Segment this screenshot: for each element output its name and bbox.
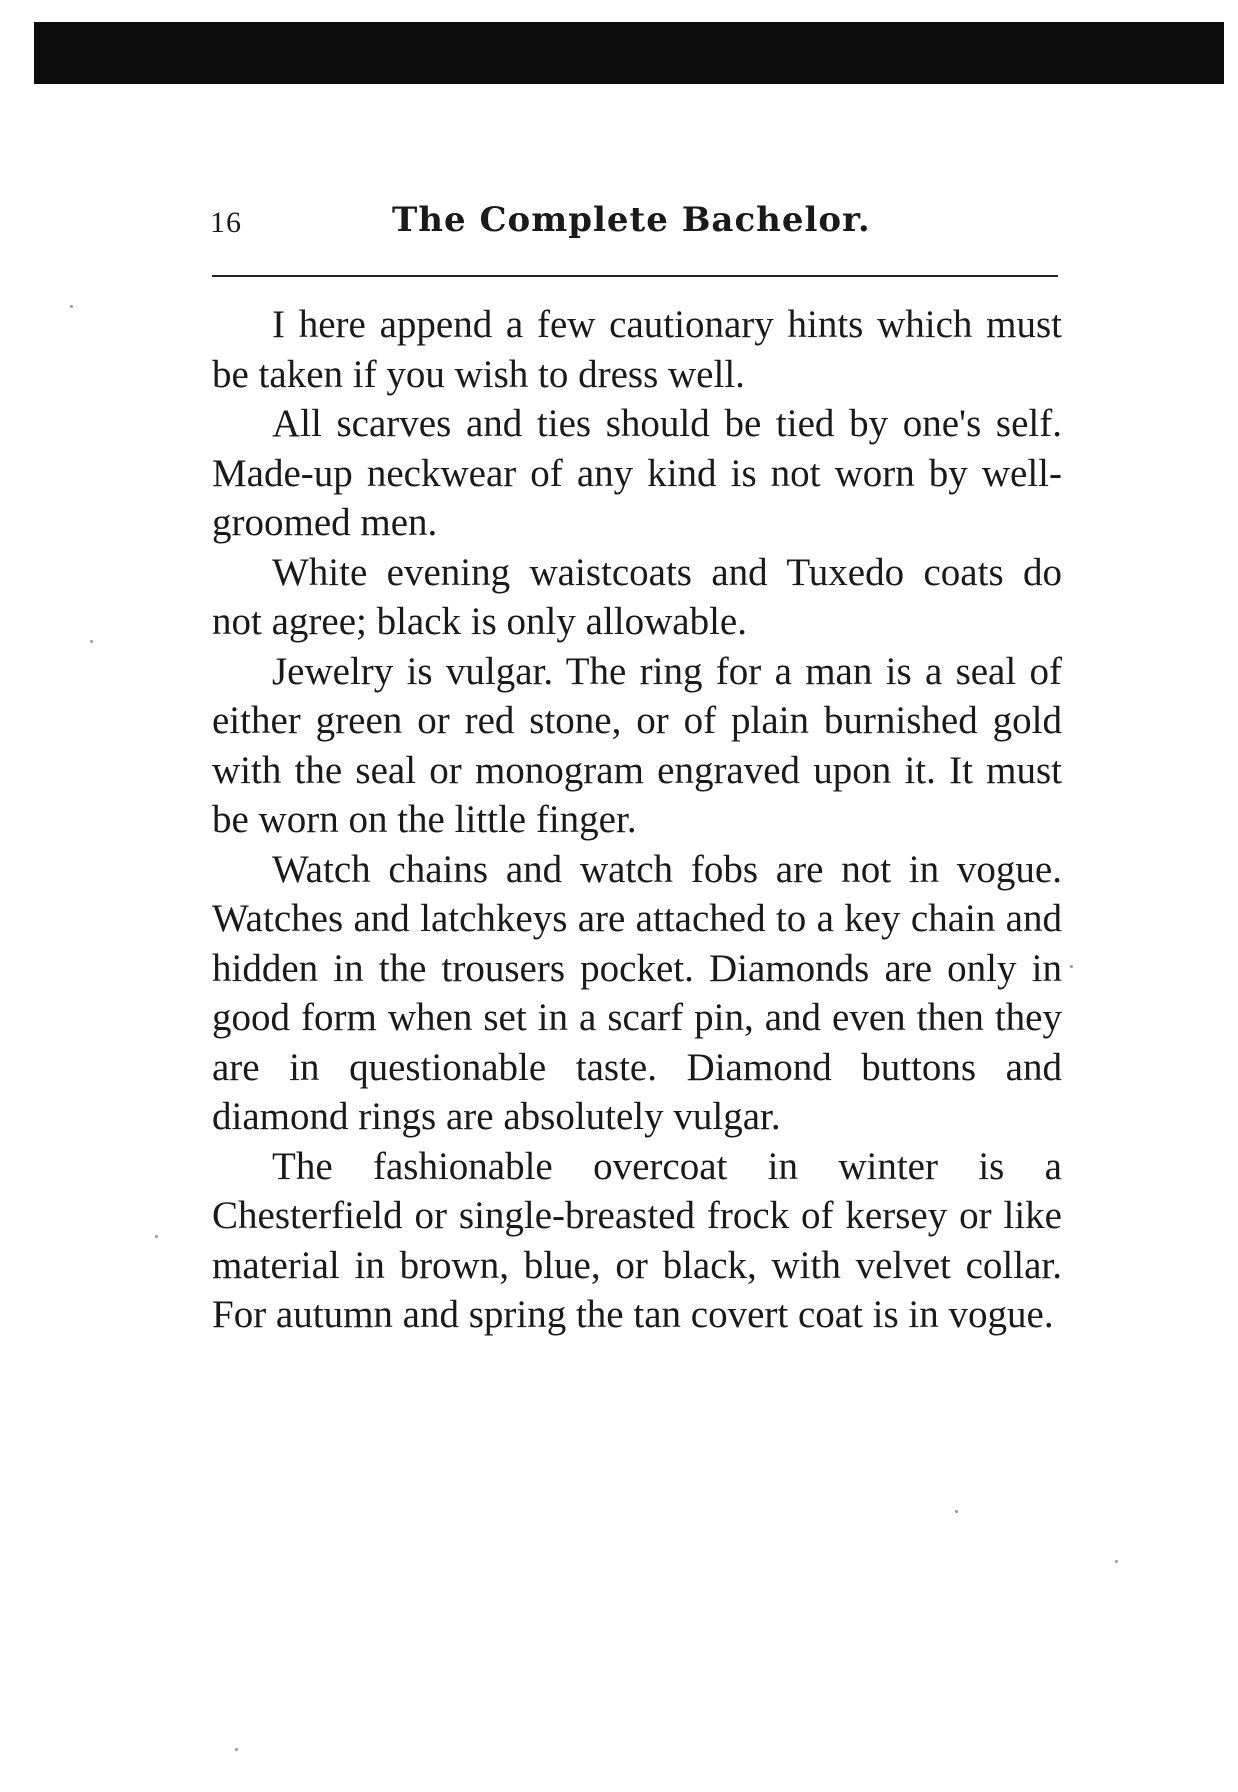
running-title: The Complete Bachelor. xyxy=(392,200,871,240)
paragraph: Jewelry is vulgar. The ring for a man is a seal of either green or red stone, or of plain burnished gold with the seal or monogram engraved upon it. It must be worn on the little finger. xyxy=(212,649,1062,841)
header-rule xyxy=(212,275,1058,277)
page-number: 16 xyxy=(210,206,242,239)
scan-speck xyxy=(70,305,73,308)
paragraph: White evening waistcoats and Tuxedo coats do not agree; black is only allowable. xyxy=(212,550,1062,643)
scan-speck xyxy=(235,1748,238,1751)
scan-speck xyxy=(955,1510,958,1513)
scan-speck xyxy=(90,640,93,643)
body-text xyxy=(212,300,1062,1340)
paragraph: All scarves and ties should be tied by one's self. Made-up neckwear of any kind is not worn by well-groomed men. xyxy=(212,402,1062,544)
paragraph: The fashionable overcoat in winter is a Chesterfield or single-breasted frock of kersey or like material in brown, blue, or black, with velvet collar. For autumn and spring the tan covert coat is in vogue. xyxy=(212,1144,1062,1336)
page-header xyxy=(210,200,1060,260)
paragraph: Watch chains and watch fobs are not in vogue. Watches and latchkeys are attached to a key chain and hidden in the trousers pocket. Diamonds are only in good form when set in a scarf pin, and even then they are in questionable taste. Diamond buttons and diamond rings are absolutely vulgar. xyxy=(212,847,1062,1138)
scan-top-black-bar xyxy=(34,22,1224,84)
paragraph: I here append a few cautionary hints which must be taken if you wish to dress well. xyxy=(212,303,1062,396)
scan-speck xyxy=(1070,965,1073,968)
scan-speck xyxy=(1115,1560,1118,1563)
scan-speck xyxy=(155,1235,158,1238)
